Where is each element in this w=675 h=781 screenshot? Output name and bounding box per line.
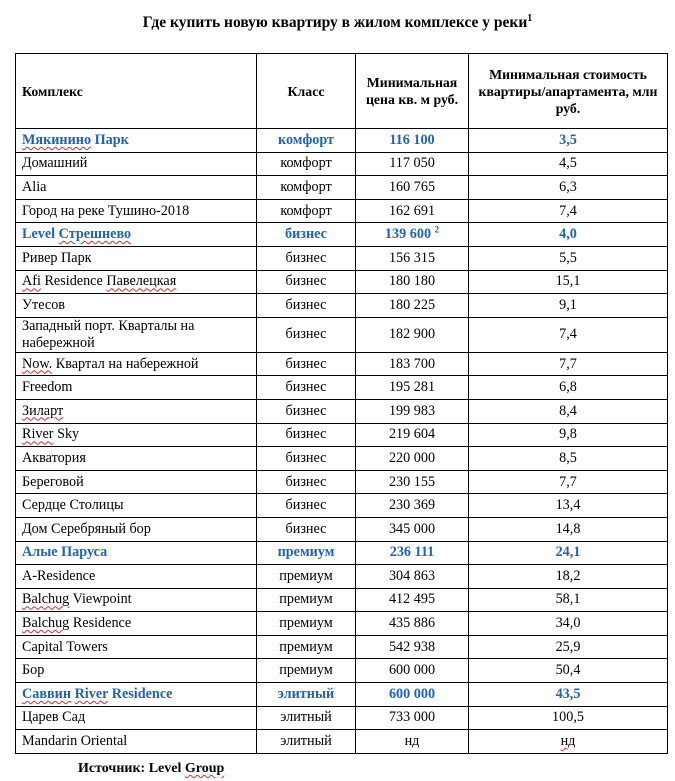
cell-class: элитный [257, 706, 356, 730]
price-sqm-value: 162 691 [388, 202, 436, 219]
cell-class: премиум [257, 635, 356, 659]
table-row [16, 730, 668, 754]
cell-complex-name: Западный порт. Кварталы на набережной [16, 317, 257, 352]
cell-min-flat-price: 25,9 [469, 635, 668, 659]
cell-class: комфорт [257, 199, 356, 223]
price-sqm-value: 116 100 [389, 131, 435, 148]
cell-min-flat-price: 6,8 [469, 376, 668, 400]
cell-min-price-sqm [356, 683, 469, 707]
price-sqm-value: 219 604 [388, 426, 436, 443]
cell-min-price-sqm [356, 565, 469, 589]
cell-complex-name: Город на реке Тушино-2018 [16, 199, 257, 223]
table-body [16, 129, 668, 754]
cell-min-flat-price: 14,8 [469, 517, 668, 541]
price-sqm-value: 139 600 [384, 226, 432, 243]
table-title-text: Где купить новую квартиру в жилом комплексе у реки [142, 14, 528, 31]
price-sqm-value: 183 700 [388, 355, 436, 372]
cell-class: бизнес [257, 246, 356, 270]
cell-complex-name: Царев Сад [16, 706, 257, 730]
cell-complex-name: Balchug Viewpoint [16, 588, 257, 612]
price-sqm-value: 600 000 [388, 685, 436, 702]
cell-complex-name: Capital Towers [16, 635, 257, 659]
price-sqm-value: 230 369 [388, 497, 436, 514]
cell-class: премиум [257, 541, 356, 565]
cell-complex-name: Level Стрешнево [16, 223, 257, 247]
price-sqm-value: 199 983 [388, 402, 436, 419]
cell-class: бизнес [257, 270, 356, 294]
cell-min-flat-price: 3,5 [469, 129, 668, 153]
cell-complex-name: Сердце Столицы [16, 494, 257, 518]
table-row [16, 152, 668, 176]
cell-min-flat-price: 43,5 [469, 683, 668, 707]
cell-complex-name: Бор [16, 659, 257, 683]
price-sqm-value: 230 155 [388, 473, 436, 490]
header-min-flat-price: Минимальная стоимость квартиры/апартамента, млн руб. [469, 54, 668, 129]
cell-min-price-sqm [356, 399, 469, 423]
table-row [16, 470, 668, 494]
price-sqm-value: 180 225 [388, 296, 436, 313]
cell-min-price-sqm [356, 376, 469, 400]
table-row [16, 659, 668, 683]
cell-min-price-sqm [356, 176, 469, 200]
cell-min-flat-price: 4,0 [469, 223, 668, 247]
price-sqm-value: 117 050 [389, 155, 435, 172]
cell-min-flat-price: 4,5 [469, 152, 668, 176]
cell-class: элитный [257, 730, 356, 754]
cell-class: комфорт [257, 129, 356, 153]
table-row [16, 588, 668, 612]
cell-min-price-sqm [356, 199, 469, 223]
price-sqm-value: 156 315 [388, 249, 436, 266]
cell-min-price-sqm [356, 352, 469, 376]
cell-class: бизнес [257, 447, 356, 471]
cell-min-price-sqm [356, 730, 469, 754]
cell-min-price-sqm [356, 270, 469, 294]
cell-min-price-sqm [356, 470, 469, 494]
table-row [16, 176, 668, 200]
cell-class: бизнес [257, 517, 356, 541]
cell-class: премиум [257, 588, 356, 612]
cell-min-flat-price: нд [469, 730, 668, 754]
table-header-row [16, 54, 668, 129]
cell-min-price-sqm [356, 494, 469, 518]
price-sqm-value: 195 281 [388, 379, 436, 396]
cell-class: бизнес [257, 376, 356, 400]
cell-class: премиум [257, 565, 356, 589]
price-sqm-value: 160 765 [388, 178, 436, 195]
cell-min-price-sqm [356, 294, 469, 318]
table-row [16, 129, 668, 153]
cell-min-price-sqm [356, 588, 469, 612]
cell-min-price-sqm [356, 152, 469, 176]
cell-complex-name: Now. Квартал на набережной [16, 352, 257, 376]
price-sqm-value: нд [404, 733, 420, 750]
cell-class: бизнес [257, 470, 356, 494]
table-row [16, 294, 668, 318]
cell-complex-name: Мякинино Парк [16, 129, 257, 153]
cell-class: элитный [257, 683, 356, 707]
cell-min-flat-price: 9,1 [469, 294, 668, 318]
table-row [16, 246, 668, 270]
header-complex: Комплекс [16, 54, 257, 129]
cell-class: бизнес [257, 223, 356, 247]
cell-complex-name: Алые Паруса [16, 541, 257, 565]
cell-class: бизнес [257, 352, 356, 376]
cell-complex-name: Береговой [16, 470, 257, 494]
cell-min-flat-price: 18,2 [469, 565, 668, 589]
table-row [16, 565, 668, 589]
cell-min-flat-price: 7,7 [469, 470, 668, 494]
apartment-price-table [15, 53, 668, 754]
cell-class: бизнес [257, 294, 356, 318]
cell-complex-name: Ривер Парк [16, 246, 257, 270]
table-row [16, 706, 668, 730]
table-row [16, 635, 668, 659]
price-sqm-value: 180 180 [388, 273, 436, 290]
cell-complex-name: A-Residence [16, 565, 257, 589]
cell-min-flat-price: 24,1 [469, 541, 668, 565]
cell-complex-name: Саввин River Residence [16, 683, 257, 707]
cell-complex-name: Дом Серебряный бор [16, 517, 257, 541]
title-footnote-marker: 1 [527, 12, 533, 24]
cell-class: премиум [257, 659, 356, 683]
table-row [16, 423, 668, 447]
table-row [16, 612, 668, 636]
table-row [16, 517, 668, 541]
cell-class: бизнес [257, 399, 356, 423]
cell-min-flat-price: 7,4 [469, 317, 668, 352]
cell-complex-name: Зиларт [16, 399, 257, 423]
cell-class: комфорт [257, 176, 356, 200]
footnote-marker: 2 [434, 224, 440, 235]
cell-complex-name: Alia [16, 176, 257, 200]
cell-min-price-sqm [356, 317, 469, 352]
cell-complex-name: Freedom [16, 376, 257, 400]
cell-complex-name: River Sky [16, 423, 257, 447]
cell-class: комфорт [257, 152, 356, 176]
cell-complex-name: Balchug Residence [16, 612, 257, 636]
price-sqm-value: 182 900 [388, 326, 436, 343]
cell-min-flat-price: 8,5 [469, 447, 668, 471]
cell-min-price-sqm [356, 423, 469, 447]
cell-min-flat-price: 8,4 [469, 399, 668, 423]
cell-min-price-sqm [356, 517, 469, 541]
table-row [16, 352, 668, 376]
cell-min-price-sqm [356, 246, 469, 270]
cell-min-price-sqm [356, 447, 469, 471]
price-sqm-value: 412 495 [388, 591, 436, 608]
price-sqm-value: 542 938 [388, 638, 436, 655]
cell-min-price-sqm [356, 659, 469, 683]
source-text: Источник: Level Group [78, 761, 225, 776]
price-sqm-value: 600 000 [388, 662, 436, 679]
cell-complex-name: Afi Residence Павелецкая [16, 270, 257, 294]
cell-complex-name: Акватория [16, 447, 257, 471]
source-note [78, 761, 224, 777]
cell-min-price-sqm [356, 635, 469, 659]
cell-min-flat-price: 34,0 [469, 612, 668, 636]
cell-complex-name: Утесов [16, 294, 257, 318]
cell-complex-name: Домашний [16, 152, 257, 176]
cell-min-flat-price: 15,1 [469, 270, 668, 294]
cell-min-flat-price: 100,5 [469, 706, 668, 730]
table-row [16, 270, 668, 294]
header-class: Класс [257, 54, 356, 129]
cell-class: бизнес [257, 423, 356, 447]
table-row [16, 223, 668, 247]
table-row [16, 541, 668, 565]
cell-class: бизнес [257, 317, 356, 352]
cell-min-price-sqm [356, 541, 469, 565]
cell-min-flat-price: 9,8 [469, 423, 668, 447]
header-min-price-sqm: Минимальная цена кв. м руб. [356, 54, 469, 129]
table-row [16, 376, 668, 400]
cell-min-price-sqm [356, 706, 469, 730]
price-sqm-value: 435 886 [388, 615, 436, 632]
cell-min-price-sqm [356, 223, 469, 247]
cell-min-price-sqm [356, 612, 469, 636]
cell-min-flat-price: 58,1 [469, 588, 668, 612]
cell-class: бизнес [257, 494, 356, 518]
table-row [16, 317, 668, 352]
price-sqm-value: 345 000 [388, 520, 436, 537]
cell-min-flat-price: 50,4 [469, 659, 668, 683]
price-sqm-value: 236 111 [389, 544, 435, 561]
price-sqm-value: 220 000 [388, 449, 436, 466]
cell-min-flat-price: 7,4 [469, 199, 668, 223]
table-row [16, 494, 668, 518]
cell-min-flat-price: 5,5 [469, 246, 668, 270]
table-row [16, 447, 668, 471]
table-row [16, 199, 668, 223]
cell-class: премиум [257, 612, 356, 636]
table-row [16, 399, 668, 423]
cell-min-flat-price: 7,7 [469, 352, 668, 376]
table-title [0, 14, 675, 32]
cell-min-price-sqm [356, 129, 469, 153]
table-row [16, 683, 668, 707]
cell-complex-name: Mandarin Oriental [16, 730, 257, 754]
cell-min-flat-price: 6,3 [469, 176, 668, 200]
price-sqm-value: 733 000 [388, 709, 436, 726]
cell-min-flat-price: 13,4 [469, 494, 668, 518]
price-sqm-value: 304 863 [388, 567, 436, 584]
